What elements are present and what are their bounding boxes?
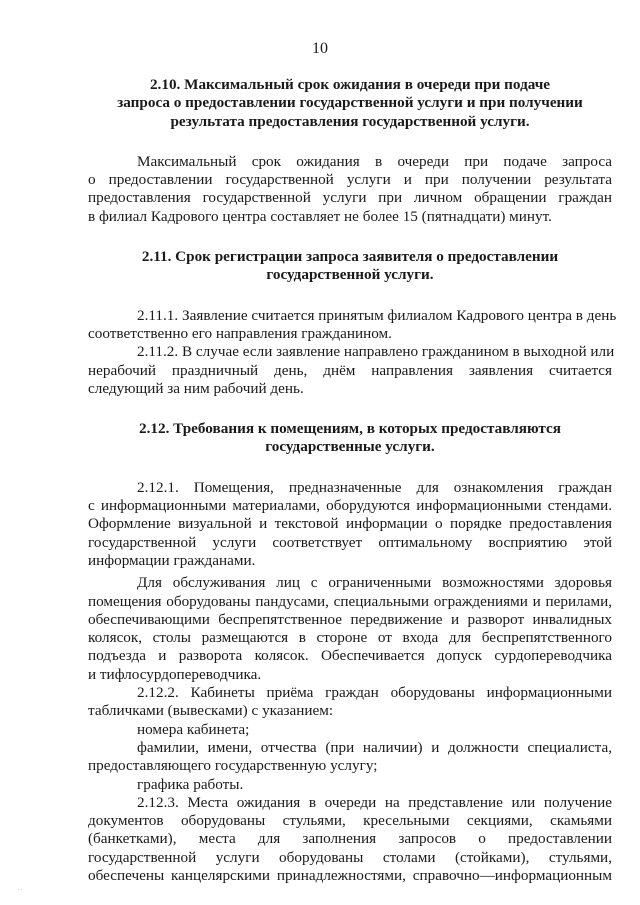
text-line: графика работы. [137,775,244,793]
text-line: Для обслуживания лиц с ограниченными возможностями здоровья [137,574,612,592]
text-line: подъезда и разворота колясок. Обеспечивается допуск сурдопереводчика [88,647,612,665]
text-line: 2.12.2. Кабинеты приёма граждан оборудованы информационными [137,684,612,702]
list-item-specialist-name [88,739,612,776]
text-line: соответственно его направления гражданином. [88,324,392,342]
scan-artifact: . . [18,886,23,892]
clause-2-12-3 [88,794,612,885]
section-2-10-paragraph [88,153,612,226]
heading-line: государственные услуги. [265,438,435,456]
heading-line: 2.10. Максимальный срок ожидания в очереди при подаче [149,76,551,93]
section-2-11-heading [88,248,612,285]
document-body [88,76,617,885]
text-line: 2.11.1. Заявление считается принятым филиалом Кадрового центра в день [137,306,617,324]
text-line: фамилии, имени, отчества (при наличии) и должности специалиста, [137,738,612,756]
list-item-schedule [88,776,612,794]
text-line: с информационными материалами, оборудуются информационными стендами. [88,497,612,515]
text-line: и тифлосурдопереводчика. [88,665,262,683]
text-line: предоставляющего государственную услугу; [88,757,378,775]
clause-2-11-2 [88,343,615,398]
text-line: государственной услуги соответствует оптимальному восприятию этой [88,533,612,551]
text-line: следующий за ним рабочий день. [88,379,304,397]
accessibility-paragraph [88,574,612,684]
text-line: 2.12.3. Места ожидания в очереди на представление или получение [137,793,612,811]
text-line: предоставления государственной услуги при личном обращении граждан [88,189,612,207]
clause-2-12-2 [88,684,612,721]
clause-2-12-1 [88,479,612,570]
text-line: 2.12.1. Помещения, предназначенные для ознакомления граждан [137,478,612,496]
text-line: государственной услуги оборудованы столами (стойками), стульями, [88,848,612,866]
text-line: документов оборудованы стульями, кресельными секциями, скамьями [88,812,612,830]
text-line: обеспечивающими беспрепятственное передвижение и разворот инвалидных [88,610,612,628]
text-line: нерабочий праздничный день, днём направления заявления считается [88,361,612,379]
clause-2-11-1 [88,306,617,344]
heading-line: результата предоставления государственной услуги. [170,112,530,130]
section-2-12-heading [88,420,612,457]
page-number: 10 [312,40,328,57]
section-2-10-heading [88,76,612,131]
text-line: о предоставлении государственной услуги и при получении результата [88,171,612,189]
text-line: в филиал Кадрового центра составляет не более 15 (пятнадцати) минут. [88,207,552,225]
text-line: обеспечены канцелярскими принадлежностями, справочно—информационным [88,866,612,884]
text-line: информации гражданами. [88,551,256,569]
text-line: номера кабинета; [137,720,250,738]
text-line: 2.11.2. В случае если заявление направлено гражданином в выходной или [137,343,615,361]
text-line: Максимальный срок ожидания в очереди при подаче запроса [137,152,612,170]
heading-line: государственной услуги. [266,266,434,284]
heading-line: запроса о предоставлении государственной услуги и при получении [117,94,583,112]
list-item-room-number [88,721,612,739]
text-line: табличками (вывесками) с указанием: [88,702,334,720]
heading-line: 2.11. Срок регистрации запроса заявителя о предоставлении [141,248,559,266]
heading-line: 2.12. Требования к помещениям, в которых предоставляются [139,420,561,438]
text-line: (банкетками), места для заполнения запросов о предоставлении [88,830,612,848]
text-line: помещения оборудованы пандусами, специальными ограждениями и перилами, [88,592,612,610]
text-line: Оформление визуальной и текстовой информации о порядке предоставления [88,515,612,533]
text-line: колясок, столы размещаются в стороне от входа для беспрепятственного [88,629,612,647]
